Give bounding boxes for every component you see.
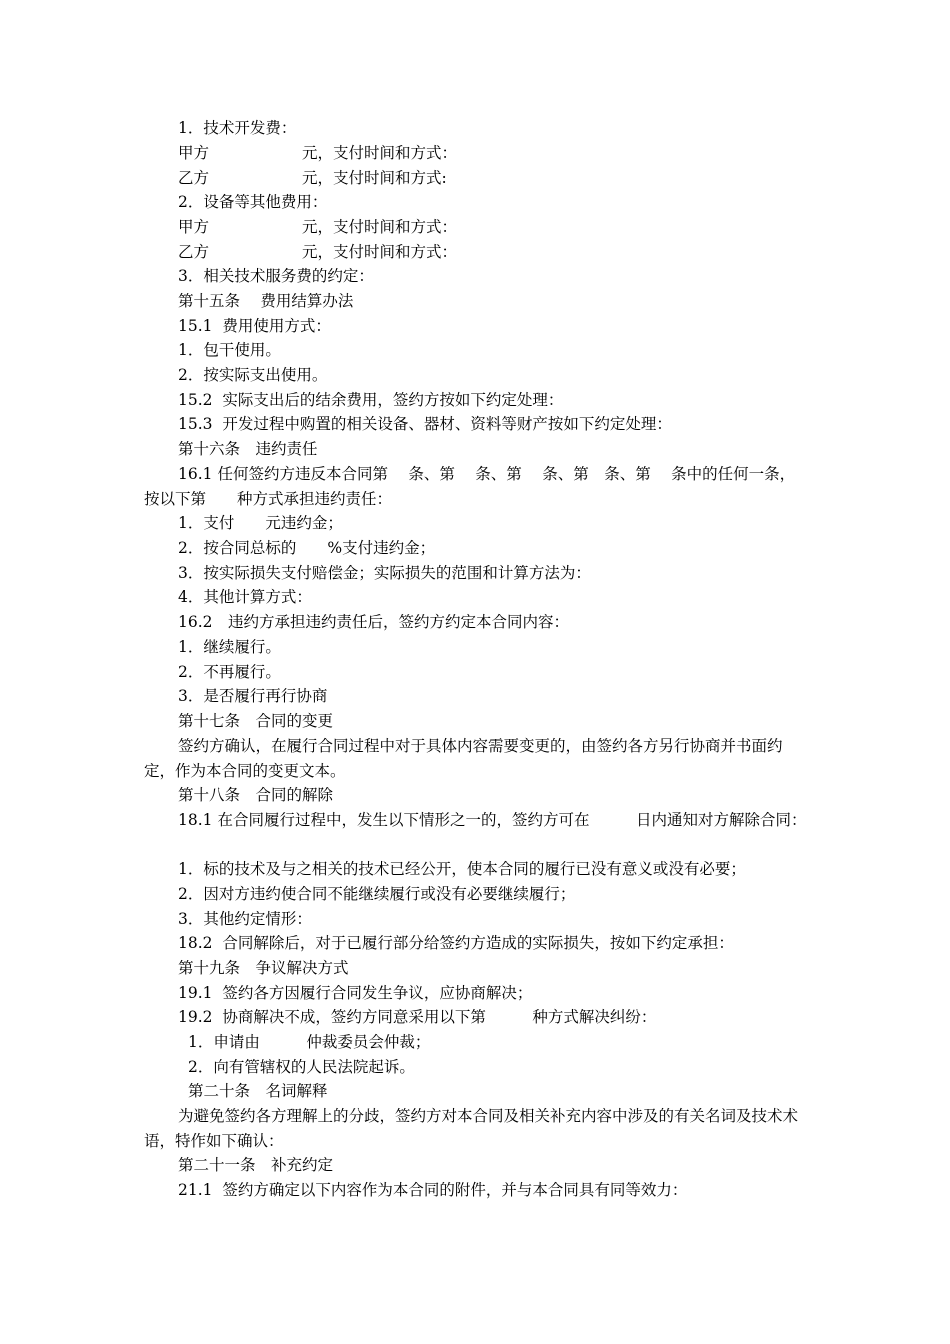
clause-19-1: 19.1 签约各方因履行合同发生争议，应协商解决； bbox=[178, 984, 533, 1002]
clause-16-2: 16.2 违约方承担违约责任后，签约方约定本合同内容： bbox=[178, 613, 570, 631]
article-15-heading: 第十五条 费用结算办法 bbox=[178, 292, 354, 310]
list-item: 1．标的技术及与之相关的技术已经公开，使本合同的履行已没有意义或没有必要； bbox=[178, 860, 746, 878]
clause-15-2: 15.2 实际支出后的结余费用，签约方按如下约定处理： bbox=[178, 391, 564, 409]
clause-18-1: 18.1 在合同履行过程中，发生以下情形之一的，签约方可在 日内通知对方解除合同： bbox=[178, 811, 807, 829]
list-item: 3．是否履行再行协商 bbox=[178, 687, 328, 705]
clause-18-2: 18.2 合同解除后，对于已履行部分给签约方造成的实际损失，按如下约定承担： bbox=[178, 934, 734, 952]
list-item: 1．申请由 仲裁委员会仲裁； bbox=[188, 1033, 431, 1051]
list-item: 1．支付 元违约金； bbox=[178, 514, 343, 532]
list-item: 2．不再履行。 bbox=[178, 663, 281, 681]
article-16-heading: 第十六条 违约责任 bbox=[178, 440, 318, 458]
list-item: 2．按实际支出使用。 bbox=[178, 366, 328, 384]
article-19-heading: 第十九条 争议解决方式 bbox=[178, 959, 349, 977]
article-20-body: 为避免签约各方理解上的分歧，签约方对本合同及相关补充内容中涉及的有关名词及技术术语，特作如下确认： bbox=[144, 1107, 799, 1150]
list-item: 3．其他约定情形： bbox=[178, 910, 312, 928]
article-17-heading: 第十七条 合同的变更 bbox=[178, 712, 334, 730]
clause-19-2: 19.2 协商解决不成，签约方同意采用以下第 种方式解决纠纷： bbox=[178, 1008, 657, 1026]
article-21-heading: 第二十一条 补充约定 bbox=[178, 1156, 334, 1174]
clause-15-1: 15.1 费用使用方式： bbox=[178, 317, 331, 335]
list-item: 3．按实际损失支付赔偿金；实际损失的范围和计算方法为： bbox=[178, 564, 591, 582]
fee-item-2: 2．设备等其他费用： bbox=[178, 193, 328, 211]
party-a-other-fee: 甲方 元，支付时间和方式： bbox=[178, 218, 458, 236]
list-item: 2．向有管辖权的人民法院起诉。 bbox=[188, 1058, 415, 1076]
clause-15-3: 15.3 开发过程中购置的相关设备、器材、资料等财产按如下约定处理： bbox=[178, 415, 672, 433]
list-item: 2．因对方违约使合同不能继续履行或没有必要继续履行； bbox=[178, 885, 576, 903]
fee-item-1: 1．技术开发费： bbox=[178, 119, 297, 137]
fee-item-3: 3．相关技术服务费的约定： bbox=[178, 267, 374, 285]
list-item: 1．包干使用。 bbox=[178, 341, 281, 359]
list-item: 1．继续履行。 bbox=[178, 638, 281, 656]
clause-16-1: 16.1 任何签约方违反本合同第 条、第 条、第 条、第 条、第 条中的任何一条，按以下第 种方式承担违约责任： bbox=[144, 465, 796, 508]
article-18-heading: 第十八条 合同的解除 bbox=[178, 786, 334, 804]
party-b-other-fee: 乙方 元，支付时间和方式： bbox=[178, 243, 458, 261]
clause-21-1: 21.1 签约方确定以下内容作为本合同的附件，并与本合同具有同等效力： bbox=[178, 1181, 688, 1199]
list-item: 4．其他计算方式： bbox=[178, 588, 312, 606]
article-17-body: 签约方确认，在履行合同过程中对于具体内容需要变更的，由签约各方另行协商并书面约定，作为本合同的变更文本。 bbox=[144, 737, 783, 780]
party-a-fee: 甲方 元，支付时间和方式： bbox=[178, 144, 458, 162]
article-20-heading: 第二十条 名词解释 bbox=[188, 1082, 328, 1100]
list-item: 2．按合同总标的 %支付违约金； bbox=[178, 539, 436, 557]
party-b-fee: 乙方 元，支付时间和方式: bbox=[178, 169, 447, 187]
